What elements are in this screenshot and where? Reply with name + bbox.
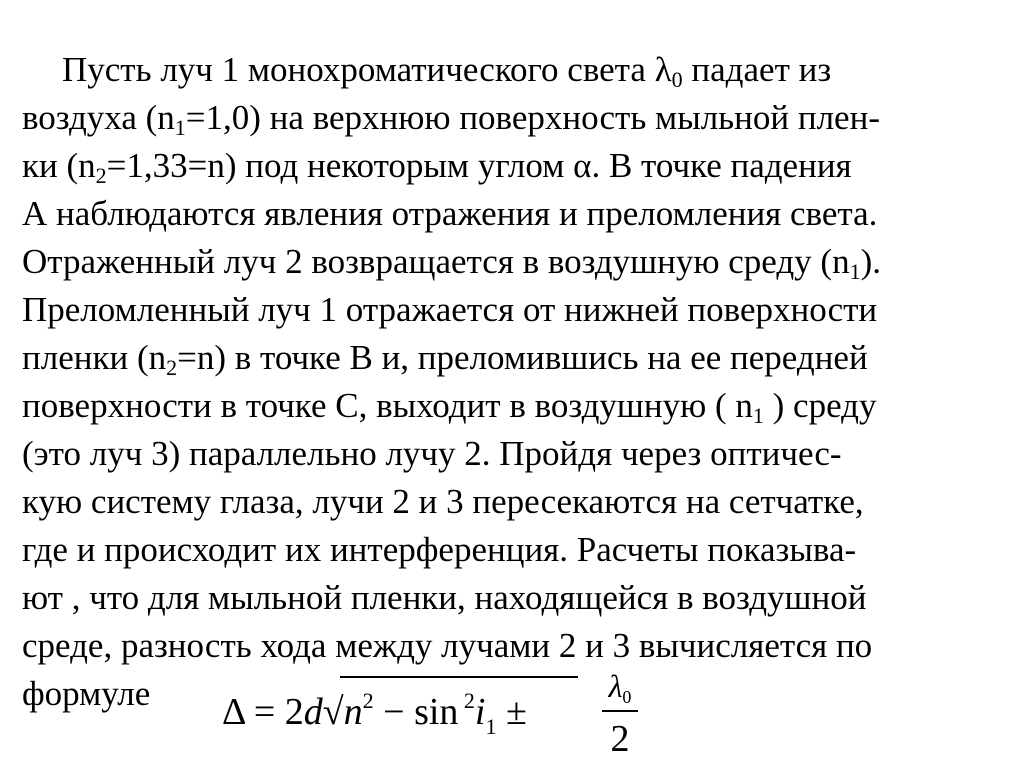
subscript: 0 [622,687,632,707]
text-line [22,526,1007,574]
text-run: поверхности в точке С, выходит в воздушную ( n [22,386,753,425]
fraction-numerator [598,668,642,707]
text-run: где и происходит их интерференция. Расчеты показыва- [22,530,857,569]
path-difference-formula [222,668,642,763]
text-run: ют , что для мыльной пленки, находящейся в воздушной [22,578,867,617]
exponent: 2 [458,688,475,713]
subscript: 1 [752,403,764,428]
text-run: воздуха (n [22,98,175,137]
text-run: Преломленный луч 1 отражается от нижней поверхности [22,290,878,329]
formula-angle-i: i [474,691,486,733]
subscript: 2 [166,355,178,380]
text-line [22,286,1007,334]
text-line [22,94,1007,142]
text-line [22,238,1007,286]
text-line [22,478,1007,526]
text-run: пленки (n [22,338,167,377]
radical-overline [340,676,578,678]
formula-minus-sin: − sin [373,691,459,733]
text-run: =1,33=n) под некоторым углом α. В точке падения [106,146,852,185]
subscript: 1 [174,115,186,140]
text-line [22,382,1007,430]
subscript: 0 [671,67,683,92]
text-run: А наблюдаются явления отражения и преломления света. [22,194,878,233]
text-run: (это луч 3) параллельно лучу 2. Пройдя через оптичес- [22,434,842,473]
subscript: 2 [95,163,107,188]
formula-thickness-d: d [303,691,323,733]
text-run: формуле [22,674,151,713]
text-run: =n) в точке В и, преломившись на ее передней [177,338,868,377]
text-run: ). [860,242,881,281]
text-line [22,430,1007,478]
plus-minus-sign: ± [496,691,527,733]
subscript: 1 [849,259,861,284]
text-run: падает из [682,50,832,89]
text-run: среде, разность хода между лучами 2 и 3 вычисляется по [22,626,873,665]
body-paragraph [22,46,1007,718]
text-line [22,190,1007,238]
fraction-lambda-over-two [598,668,642,763]
text-run: ) среду [763,386,877,425]
text-line [22,622,1007,670]
fraction-denominator: 2 [610,718,630,760]
text-line [22,46,1007,94]
fraction-bar [602,710,638,712]
text-run: Отраженный луч 2 возвращается в воздушную среду (n [22,242,850,281]
text-run: ки (n [22,146,96,185]
text-line [22,142,1007,190]
text-line [22,334,1007,382]
text-run: =1,0) на верхнюю поверхность мыльной плен- [185,98,880,137]
text-line [22,574,1007,622]
formula-n: n [343,691,363,733]
radical-sign: √ [322,691,344,733]
text-run: Пусть луч 1 монохроматического света λ [62,50,672,89]
text-run: кую систему глаза, лучи 2 и 3 пересекаются на сетчатке, [22,482,864,521]
formula-lhs: Δ = 2 [222,691,304,733]
lambda-symbol: λ [608,668,623,704]
formula-main [222,688,527,739]
exponent: 2 [362,688,374,713]
subscript: 1 [485,714,497,739]
